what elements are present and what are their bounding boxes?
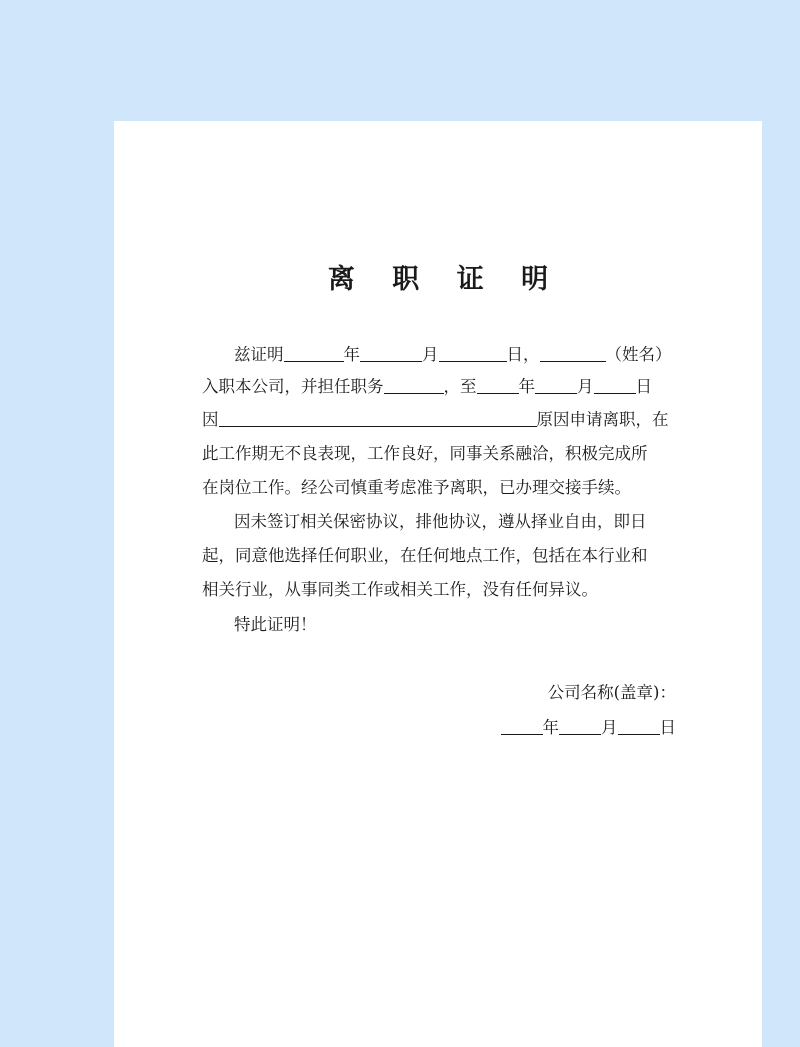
line-closing: 特此证明！ — [234, 615, 317, 634]
blank-position — [384, 377, 444, 394]
line-performance: 此工作期无不良表现，工作良好，同事关系融洽，积极完成所 — [202, 444, 648, 463]
company-seal-label: 公司名称(盖章)： — [547, 683, 676, 702]
blank-reason — [219, 410, 537, 427]
certify-prefix: 兹证明 — [234, 345, 284, 364]
blank-sign-day — [618, 718, 660, 735]
certificate-page — [114, 121, 762, 1047]
label-month: 月 — [422, 345, 439, 364]
blank-end-month — [535, 377, 577, 394]
label-day: 日， — [506, 345, 540, 364]
until-text: ，至 — [443, 377, 477, 396]
label-sign-day: 日 — [659, 718, 676, 737]
blank-sign-year — [501, 718, 543, 735]
line-handover: 在岗位工作。经公司慎重考虑准予离职，已办理交接手续。 — [202, 478, 631, 497]
line-reason — [202, 408, 669, 432]
line-certify — [234, 343, 672, 367]
blank-end-day — [594, 377, 636, 394]
label-end-day: 日 — [635, 377, 652, 396]
blank-start-year — [284, 345, 344, 362]
blank-end-year — [477, 377, 519, 394]
position-text: 入职本公司，并担任职务 — [202, 377, 384, 396]
line-position — [202, 375, 652, 399]
label-sign-year: 年 — [542, 718, 559, 737]
document-title: 离 职 证 明 — [327, 264, 563, 295]
blank-sign-month — [559, 718, 601, 735]
label-year: 年 — [343, 345, 360, 364]
line-no-objection: 相关行业，从事同类工作或相关工作，没有任何异议。 — [202, 580, 598, 599]
label-sign-month: 月 — [601, 718, 618, 737]
reason-suffix: 原因申请离职，在 — [536, 410, 669, 429]
blank-start-month — [360, 345, 422, 362]
signature-date-line — [501, 716, 677, 740]
label-end-year: 年 — [518, 377, 535, 396]
blank-start-day — [439, 345, 507, 362]
label-name: （姓名） — [605, 345, 672, 364]
reason-prefix: 因 — [202, 410, 219, 429]
line-agreement: 因未签订相关保密协议，排他协议，遵从择业自由，即日 — [234, 512, 647, 531]
blank-name — [540, 345, 606, 362]
line-freedom: 起，同意他选择任何职业，在任何地点工作，包括在本行业和 — [202, 546, 648, 565]
label-end-month: 月 — [577, 377, 594, 396]
